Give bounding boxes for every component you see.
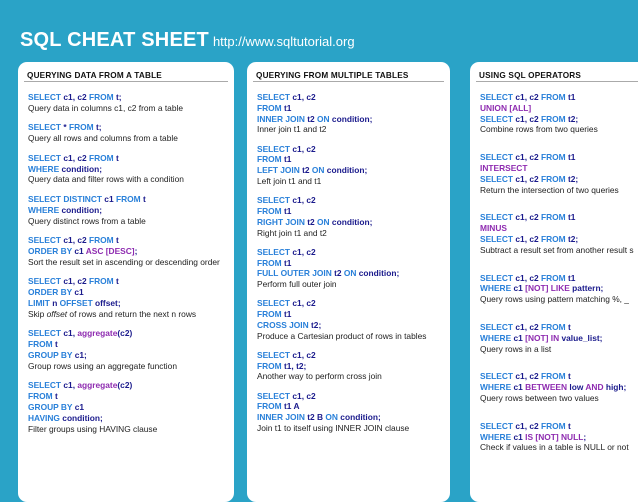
snippet-item [257,350,446,383]
code-text: c1, c2 [513,92,541,102]
code-text: condition; [329,113,373,124]
code-text: (c2) [117,380,133,391]
sql-keyword: SELECT [480,92,514,102]
sql-code [257,195,446,227]
site-url[interactable]: http://www.sqltutorial.org [212,34,355,49]
code-text: c1, [61,328,78,339]
code-text: ; [583,431,587,442]
sql-keyword: SELECT [28,235,62,246]
code-text: ; [134,245,138,256]
code-text: t1 [281,154,292,165]
snippet-item [480,152,638,195]
snippet-item [257,247,446,290]
panel-querying-single-table [18,62,234,502]
code-text: t [565,321,571,332]
sql-keyword: ORDER BY [28,245,73,256]
code-text: t1, t2; [281,360,307,371]
code-text: t2 [331,268,344,279]
code-text: c1, c2 [513,321,541,332]
code-text: condition; [324,165,368,176]
code-text: condition; [59,163,102,174]
sql-keyword: LIMIT [28,297,50,308]
code-text: c1, c2 [513,272,541,283]
sql-keyword: OFFSET [59,297,93,308]
sql-keyword: SELECT [480,152,514,163]
code-text: c1, c2 [61,235,89,246]
code-text: t1 [281,102,292,113]
code-text: c1; [72,349,87,360]
sql-keyword: ORDER BY [28,287,73,298]
sql-keyword: BETWEEN [525,382,568,393]
sql-keyword: ASC [DESC] [85,245,135,256]
sql-keyword: aggregate [77,380,118,391]
sql-code [480,421,638,443]
snippet-description: Produce a Cartesian product of rows in tables [257,330,427,341]
sql-code [28,276,230,308]
sql-keyword: aggregate [77,328,118,339]
sql-code [257,92,446,124]
snippet-item [28,194,230,227]
code-text: t2 [304,216,318,227]
snippet-item [480,371,638,404]
sql-keyword: FROM [89,276,114,287]
sql-keyword: INNER JOIN [257,412,305,423]
snippet-list [257,92,446,442]
sql-keyword: SELECT [257,143,291,154]
sql-keyword: FROM [541,212,566,223]
panel-heading: USING SQL OPERATORS [479,71,582,80]
code-text: c1, c2 [290,92,316,102]
sql-keyword: SELECT [480,113,514,124]
sql-code [480,212,638,244]
code-text: condition; [329,216,373,227]
snippet-item [257,298,446,341]
sql-keyword: ON [317,216,330,227]
sql-keyword: WHERE [480,382,512,393]
code-text: condition; [356,268,400,279]
snippet-description: Inner join t1 and t2 [257,124,327,135]
sql-keyword: CROSS JOIN [257,319,309,330]
sql-keyword: FROM [541,92,566,102]
code-text: offset; [92,297,121,308]
sql-keyword: FROM [257,102,282,113]
sql-keyword: WHERE [480,332,512,343]
snippet-description: Group rows using an aggregate function [28,360,177,371]
heading-divider [476,81,638,82]
sql-keyword: SELECT [257,92,291,102]
code-text: c1, c2 [61,92,89,102]
code-text: c1, c2 [513,152,541,163]
sql-keyword: SELECT [28,92,62,102]
snippet-item [28,235,230,268]
sql-keyword: SELECT [28,328,62,339]
code-text: c1 [511,382,526,393]
code-text: t [140,193,146,204]
sql-code [257,247,446,279]
code-text: t [113,152,119,163]
sql-keyword: INNER JOIN [257,113,305,124]
snippet-item [28,153,230,186]
panel-querying-multiple-tables [247,62,450,502]
sql-keyword: SELECT [257,298,291,309]
code-text: c1 [511,283,526,294]
snippet-description: Skip offset of rows and return the next n rows [28,308,197,319]
sql-code [28,153,230,175]
sql-keyword: SELECT DISTINCT [28,193,102,204]
code-text: t [565,420,571,431]
code-text: c1, c2 [290,246,316,257]
sql-keyword: FROM [257,205,282,216]
sql-keyword: HAVING [28,412,60,423]
panel-sql-operators [470,62,638,502]
code-text: t2; [565,173,579,184]
snippet-list [28,92,230,443]
snippet-description: Query rows using pattern matching %, _ [480,294,629,305]
code-text: t1 A [281,401,300,412]
code-text: c1 [72,401,85,412]
sql-keyword: FROM [89,235,114,246]
code-text: t2 [304,113,318,124]
snippet-description: Query data and filter rows with a condition [28,174,184,185]
sql-keyword: [NOT] IN [525,332,560,343]
sql-code [480,322,638,344]
sql-keyword: FROM [89,92,114,102]
sql-keyword: INTERSECT [480,162,528,173]
sql-keyword: SELECT [480,233,514,244]
code-text: c1, c2 [513,420,541,431]
sql-keyword: LEFT JOIN [257,165,300,176]
sql-keyword: FROM [541,420,566,431]
snippet-description: Filter groups using HAVING clause [28,423,158,434]
code-text: c1, c2 [290,195,316,206]
sql-keyword: UNION [ALL] [480,102,532,113]
snippet-item [28,328,230,371]
sql-code [28,92,230,103]
code-text: pattern; [569,283,604,294]
code-text: c1, c2 [513,212,541,223]
code-text: high; [603,382,627,393]
sql-keyword: FROM [541,272,566,283]
code-text: c1, c2 [61,276,89,287]
code-text: c1, c2 [290,143,316,154]
snippet-item [480,212,638,255]
code-text: condition; [59,412,103,423]
code-text: t1 [565,272,576,283]
snippet-item [257,195,446,238]
code-text: c1 [511,332,526,343]
code-text: t [113,276,119,287]
snippet-description: Another way to perform cross join [257,371,382,382]
snippet-list [480,92,638,470]
sql-keyword: SELECT [480,321,514,332]
sql-code [28,194,230,216]
heading-divider [24,81,228,82]
sql-code [257,298,446,330]
sql-keyword: WHERE [480,431,512,442]
snippet-description: Check if values in a table is NULL or not [480,442,629,453]
sql-keyword: SELECT [257,349,291,360]
sql-keyword: AND [585,382,604,393]
snippet-description: Perform full outer join [257,279,337,290]
snippet-description: Query all rows and columns from a table [28,133,178,144]
sql-code [28,122,230,133]
code-text: t1 [565,92,576,102]
sql-keyword: FROM [541,113,566,124]
sql-keyword: SELECT [257,390,291,401]
sql-keyword: ON [317,113,330,124]
code-text: t1 [281,257,292,268]
snippet-item [257,92,446,135]
code-text: c1, c2 [290,349,316,360]
sql-keyword: SELECT [480,212,514,223]
sql-keyword: FROM [257,401,282,412]
snippet-description: Combine rows from two queries [480,124,598,135]
sql-code [480,371,638,393]
sql-code [480,152,638,184]
panel-heading: QUERYING FROM MULTIPLE TABLES [256,71,409,80]
code-text: n [49,297,60,308]
sql-keyword: FROM [28,339,53,350]
sql-keyword: SELECT [28,380,62,391]
snippet-item [257,144,446,187]
code-text: t [52,391,58,402]
sql-keyword: FROM [541,321,566,332]
code-text: t [565,371,571,382]
code-text: c1, c2 [513,113,541,124]
snippet-item [257,391,446,434]
sql-code [28,380,230,423]
sql-keyword: RIGHT JOIN [257,216,305,227]
sql-keyword: FROM [115,193,141,204]
sql-code [480,273,638,295]
code-text: c1 [72,287,84,298]
code-text: c1, c2 [61,152,89,163]
sql-keyword: FROM [89,152,114,163]
sql-code [28,328,230,360]
snippet-description: Left join t1 and t1 [257,175,322,186]
code-text: (c2) [117,328,133,339]
snippet-description: Query rows between two values [480,392,599,403]
snippet-description: Return the intersection of two queries [480,184,619,195]
sql-keyword: SELECT [28,122,62,133]
sql-keyword: ON [311,165,325,176]
sql-keyword: GROUP BY [28,349,73,360]
sql-code [480,92,638,124]
sql-code [28,235,230,257]
sql-keyword: GROUP BY [28,401,73,412]
sql-keyword: SELECT [480,272,514,283]
code-text: t1 [565,212,576,223]
sql-keyword: ON [325,412,338,423]
snippet-description: Query data in columns c1, c2 from a table [28,102,184,113]
sql-keyword: FROM [28,391,53,402]
code-text: t1 [281,205,292,216]
code-text: * [61,122,69,133]
sheet-header [20,29,355,52]
sql-keyword: FULL OUTER JOIN [257,268,332,279]
sql-keyword: SELECT [480,371,514,382]
code-text: t; [93,122,102,133]
sql-keyword: SELECT [480,173,514,184]
snippet-description: Right join t1 and t2 [257,227,327,238]
sql-keyword: FROM [541,371,566,382]
sql-keyword: SELECT [257,195,291,206]
sql-keyword: FROM [257,257,282,268]
code-text: t1 [281,309,292,320]
sql-keyword: FROM [257,309,282,320]
snippet-item [28,92,230,114]
sql-code [257,391,446,423]
sql-keyword: FROM [68,122,94,133]
sql-keyword: SELECT [257,246,291,257]
sql-keyword: FROM [257,360,282,371]
snippet-item [480,273,638,306]
code-text: c1, c2 [290,298,316,309]
snippet-item [28,122,230,144]
sql-keyword: SELECT [28,152,62,163]
code-text: c1, c2 [513,371,541,382]
snippet-description: Join t1 to itself using INNER JOIN clause [257,423,410,434]
snippet-description: Sort the result set in ascending or descending order [28,256,220,267]
code-text: condition; [59,204,102,215]
snippet-item [480,322,638,355]
code-text: c1, [61,380,78,391]
snippet-item [480,421,638,454]
sheet-title: SQL CHEAT SHEET [20,29,209,51]
code-text: c1 [72,245,86,256]
sql-keyword: SELECT [480,420,514,431]
sql-keyword: IS [NOT] NULL [525,431,584,442]
code-text: t2; [565,233,579,244]
panel-heading: QUERYING DATA FROM A TABLE [27,71,162,80]
sql-keyword: FROM [541,233,566,244]
code-text: c1, c2 [290,390,316,401]
code-text: t2; [565,113,579,124]
sql-keyword: FROM [257,154,282,165]
sql-code [257,350,446,372]
sql-keyword: ON [343,268,357,279]
code-text: value_list; [559,332,603,343]
code-text: c1 [101,193,116,204]
sql-keyword: MINUS [480,223,507,234]
snippet-item [480,92,638,135]
code-text: c1 [511,431,526,442]
code-text: t [113,235,119,246]
sql-keyword: [NOT] LIKE [525,283,570,294]
code-text: low [567,382,586,393]
sql-keyword: WHERE [28,204,60,215]
sql-keyword: FROM [541,173,566,184]
code-text: t1 [565,152,576,163]
sql-keyword: FROM [541,152,566,163]
snippet-item [28,276,230,319]
code-text: condition; [337,412,381,423]
code-text: c1, c2 [513,233,541,244]
code-text: t2 B [304,412,326,423]
code-text: t; [113,92,122,102]
snippet-description: Query distinct rows from a table [28,215,146,226]
sql-keyword: SELECT [28,276,62,287]
snippet-description: Query rows in a list [480,343,552,354]
snippet-item [28,380,230,434]
sql-code [257,144,446,176]
code-text: t [52,339,58,350]
code-text: c1, c2 [513,173,541,184]
sql-keyword: WHERE [480,283,512,294]
code-text: t2; [308,319,322,330]
sql-keyword: WHERE [28,163,60,174]
heading-divider [253,81,444,82]
snippet-description: Subtract a result set from another result s [480,244,634,255]
code-text: t2 [299,165,312,176]
